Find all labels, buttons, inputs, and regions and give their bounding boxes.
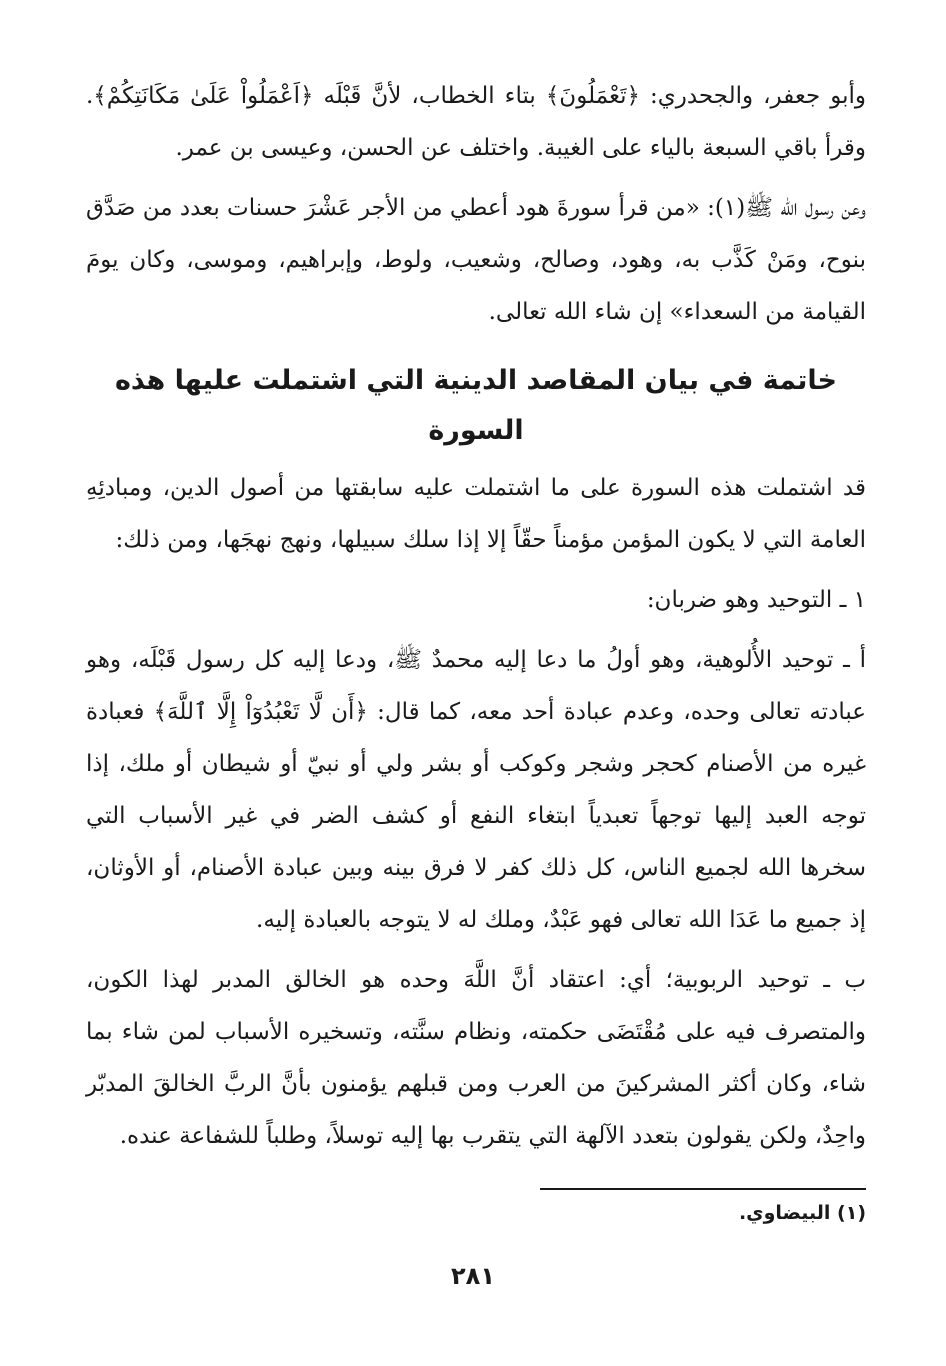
paragraph-intro: قد اشتملت هذه السورة على ما اشتملت عليه سابقتها من أصول الدين، ومبادئِهِ العامة التي لا يكون المؤمن مؤمناً حقّاً إلا إذا سلك سبيلها، ونهج نهجَها، ومن ذلك: <box>86 475 866 553</box>
paragraph-qiraat: وأبو جعفر، والجحدري: ﴿تَعْمَلُونَ﴾ بتاء الخطاب، لأنَّ قَبْلَه ﴿اَعْمَلُواْ عَلَىٰ مَكَانَتِكُمْ﴾. وقرأ باقي السبعة بالياء على الغيبة. واختلف عن الحسن، وعيسى بن عمر. <box>86 83 866 161</box>
paragraph-hadith: وعن رسول الله ﷺ(١): «من قرأ سورةَ هود أعطي من الأجر عَشْرَ حسنات بعدد من صَدَّق بنوح، ومَنْ كَذَّب به، وهود، وصالح، وشعيب، ولوط، وإبراهيم، وموسى، وكان يومَ القيامة من السعداء» إن شاء الله تعالى. <box>86 195 866 325</box>
section-heading: خاتمة في بيان المقاصد الدينية التي اشتملت عليها هذه السورة <box>114 365 837 446</box>
footnote: (١) البيضاوي. <box>738 1202 866 1224</box>
footnote-divider <box>540 1188 866 1190</box>
paragraph-rububiyya: ب ـ توحيد الربوبية؛ أي: اعتقاد أنَّ اللَّهَ وحده هو الخالق المدبر لهذا الكون، والمتصرف فيه على مُقْتَضَى حكمته، ونظام سنَّته، وتسخيره الأسباب لمن شاء بما شاء، وكان أكثر المشركينَ من العرب ومن قبلهم يؤمنون بأنَّ الربَّ الخالقَ المدبّر واحِدٌ، ولكن يقولون بتعدد الآلهة التي يتقرب بها إليه توسلاً، وطلباً للشفاعة عنده. <box>86 967 866 1149</box>
page-number: ٢٨١ <box>451 1262 495 1290</box>
paragraph-uluhiyya: أ ـ توحيد الأُلوهية، وهو أولُ ما دعا إليه محمدٌ ﷺ، ودعا إليه كل رسول قَبْلَه، وهو عبادته تعالى وحده، وعدم عبادة أحد معه، كما قال: ﴿أَن لَّا تَعْبُدُوٓاْ إِلَّا ٱللَّهَ﴾ فعبادة غيره من الأصنام كحجر وشجر وكوكب أو بشر ولي أو نبيّ أو شيطان أو ملك، إذا توجه العبد إليها توجهاً تعبدياً ابتغاء النفع أو كشف الضر في غير الأسباب التي سخرها الله لجميع الناس، كل ذلك كفر لا فرق بينه وبين عبادة الأصنام، أو الأوثان، إذ جميع ما عَدَا الله تعالى فهو عَبْدٌ، وملك له لا يتوجه بالعبادة إليه. <box>86 647 866 933</box>
page-body <box>86 70 866 1162</box>
list-item-tawhid: ١ ـ التوحيد وهو ضربان: <box>646 587 866 613</box>
